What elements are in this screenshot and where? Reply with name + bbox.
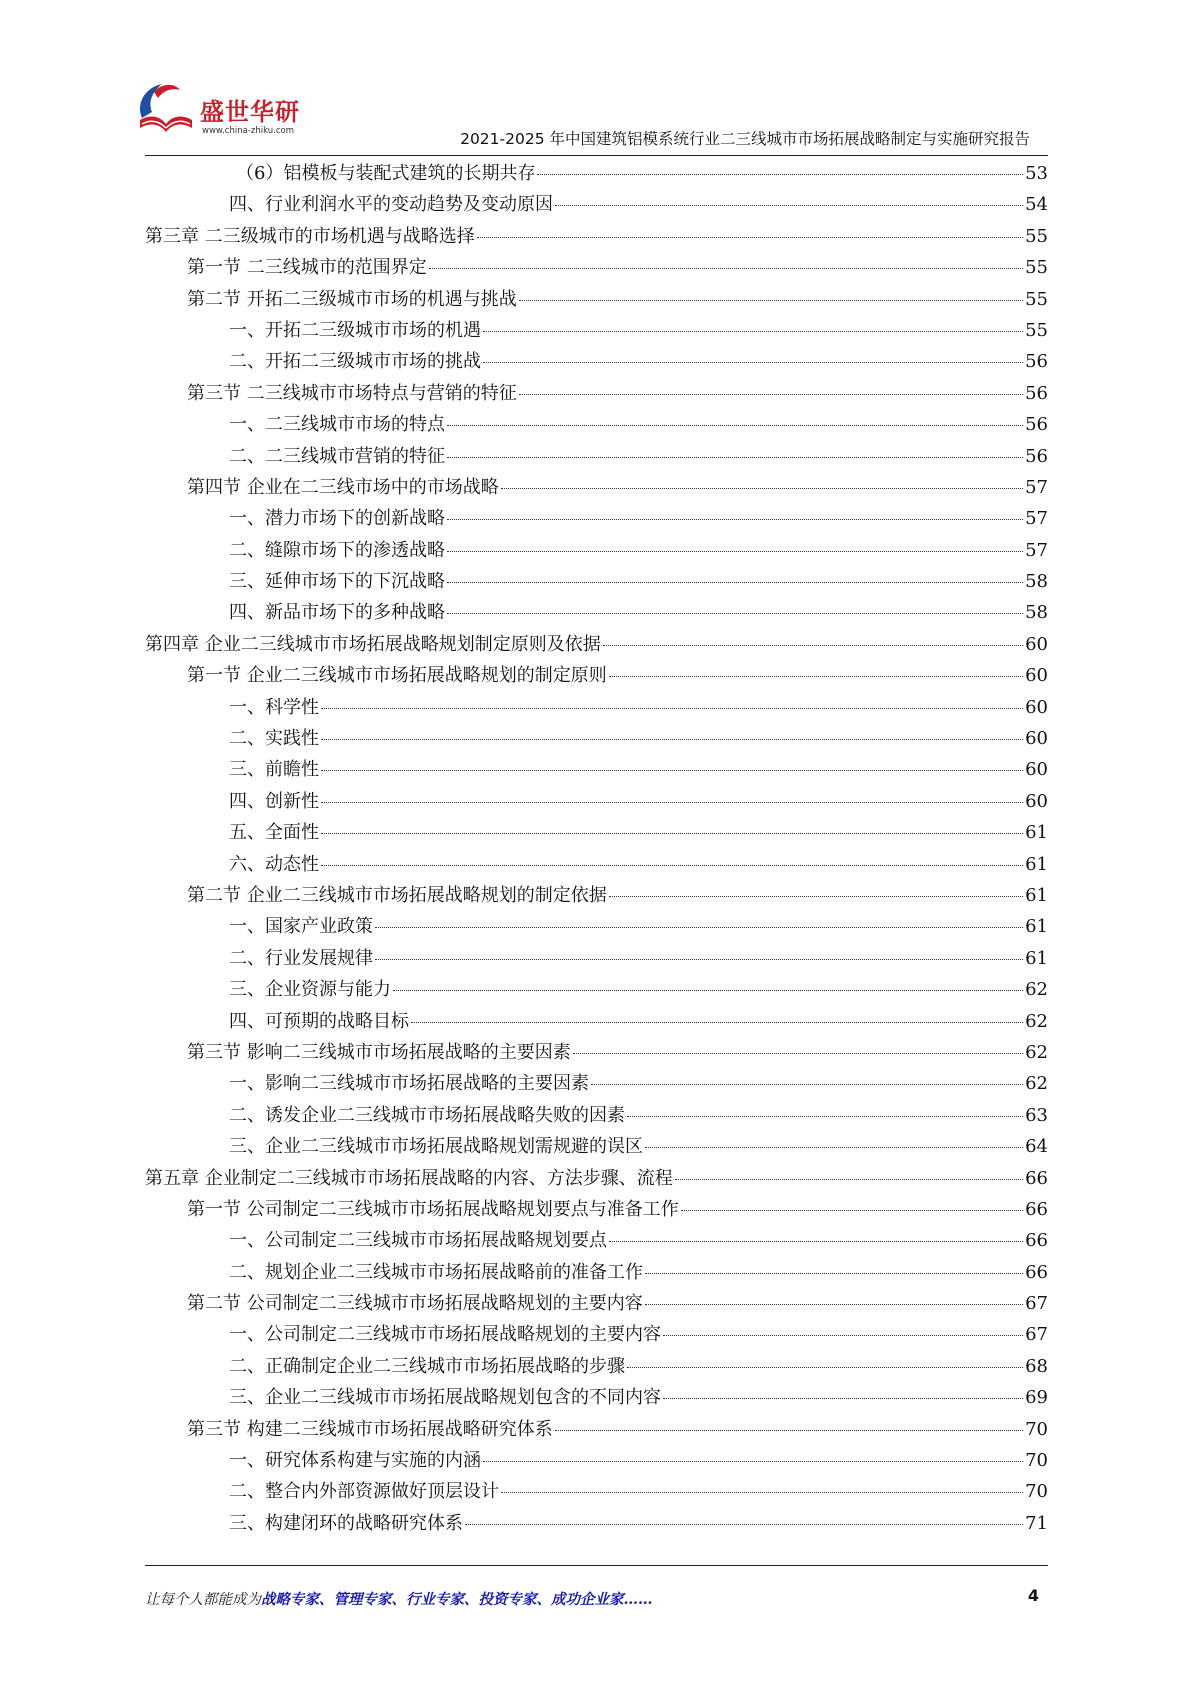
footer-slogan-prefix: 让每个人都能成为 <box>145 1592 261 1608</box>
brand-name: 盛世华研 <box>200 98 300 126</box>
toc-entry-page: 57 <box>1025 508 1048 530</box>
toc-dot-leader <box>603 644 1023 646</box>
toc-dot-leader <box>609 895 1023 897</box>
toc-dot-leader <box>645 1303 1023 1305</box>
footer-slogan <box>145 1588 653 1609</box>
toc-dot-leader <box>375 958 1023 960</box>
toc-entry[interactable] <box>145 503 1048 534</box>
brand-logo <box>140 82 320 152</box>
toc-dot-leader <box>465 1523 1023 1525</box>
toc-dot-leader <box>609 1240 1023 1242</box>
toc-entry-label: 二、诱发企业二三线城市市场拓展战略失败的因素 <box>229 1104 625 1126</box>
toc-entry-label: 二、二三线城市营销的特征 <box>229 445 445 467</box>
toc-entry[interactable] <box>145 1476 1048 1507</box>
book-swoosh-icon <box>132 78 196 140</box>
toc-dot-leader <box>375 926 1023 928</box>
toc-entry-label: 四、行业利润水平的变动趋势及变动原因 <box>229 194 553 216</box>
toc-entry-label: 一、国家产业政策 <box>229 916 373 938</box>
toc-entry-page: 62 <box>1025 1041 1048 1063</box>
report-title: 2021-2025 年中国建筑铝模系统行业二三线城市市场拓展战略制定与实施研究报告 <box>460 130 1030 148</box>
toc-dot-leader <box>627 1366 1023 1368</box>
toc-dot-leader <box>663 1397 1023 1399</box>
toc-entry-label: 第二节 开拓二三级城市市场的机遇与挑战 <box>187 288 517 310</box>
toc-entry-page: 58 <box>1025 571 1048 593</box>
toc-entry[interactable] <box>145 1194 1048 1225</box>
toc-dot-leader <box>483 330 1023 332</box>
toc-entry[interactable] <box>145 158 1048 189</box>
toc-entry-label: 第二节 企业二三线城市市场拓展战略规划的制定依据 <box>187 884 607 906</box>
toc-entry[interactable] <box>145 378 1048 409</box>
toc-entry-page: 60 <box>1025 633 1048 655</box>
toc-entry[interactable] <box>145 723 1048 754</box>
toc-entry-label: 三、企业二三线城市市场拓展战略规划需规避的误区 <box>229 1136 643 1158</box>
toc-entry-label: 一、开拓二三级城市市场的机遇 <box>229 319 481 341</box>
toc-entry-page: 56 <box>1025 445 1048 467</box>
toc-entry[interactable] <box>145 629 1048 660</box>
toc-entry-page: 67 <box>1025 1324 1048 1346</box>
toc-entry-page: 70 <box>1025 1450 1048 1472</box>
page-number: 4 <box>1027 1586 1039 1605</box>
toc-dot-leader <box>645 1272 1023 1274</box>
toc-entry-label: 二、行业发展规律 <box>229 947 373 969</box>
toc-dot-leader <box>447 456 1023 458</box>
toc-entry-page: 68 <box>1025 1355 1048 1377</box>
toc-entry-page: 58 <box>1025 602 1048 624</box>
toc-dot-leader <box>501 487 1023 489</box>
toc-entry-label: 第三节 构建二三线城市市场拓展战略研究体系 <box>187 1418 553 1440</box>
toc-entry[interactable] <box>145 1508 1048 1539</box>
toc-entry[interactable] <box>145 1382 1048 1413</box>
toc-entry-page: 62 <box>1025 979 1048 1001</box>
toc-entry-page: 60 <box>1025 759 1048 781</box>
toc-dot-leader <box>555 1429 1023 1431</box>
toc-entry[interactable] <box>145 911 1048 942</box>
toc-entry-page: 61 <box>1025 853 1048 875</box>
toc-entry[interactable] <box>145 472 1048 503</box>
toc-entry-label: 一、科学性 <box>229 696 319 718</box>
toc-dot-leader <box>321 832 1023 834</box>
toc-dot-leader <box>537 173 1023 175</box>
toc-entry[interactable] <box>145 1414 1048 1445</box>
footer-divider <box>145 1565 1048 1566</box>
toc-dot-leader <box>393 989 1023 991</box>
toc-dot-leader <box>429 267 1023 269</box>
toc-entry[interactable] <box>145 1068 1048 1099</box>
toc-entry-page: 60 <box>1025 790 1048 812</box>
toc-dot-leader <box>447 518 1023 520</box>
toc-entry-page: 55 <box>1025 288 1048 310</box>
toc-entry-label: 四、可预期的战略目标 <box>229 1010 409 1032</box>
toc-entry-label: 三、企业资源与能力 <box>229 979 391 1001</box>
toc-entry-label: 第三节 二三线城市市场特点与营销的特征 <box>187 382 517 404</box>
toc-entry[interactable] <box>145 315 1048 346</box>
toc-dot-leader <box>663 1334 1023 1336</box>
toc-entry[interactable] <box>145 346 1048 377</box>
toc-entry-label: 第三章 二三级城市的市场机遇与战略选择 <box>145 225 475 247</box>
toc-dot-leader <box>411 1021 1023 1023</box>
toc-entry[interactable] <box>145 1163 1048 1194</box>
toc-dot-leader <box>483 1460 1023 1462</box>
toc-entry-page: 63 <box>1025 1104 1048 1126</box>
toc-entry[interactable] <box>145 974 1048 1005</box>
toc-entry[interactable] <box>145 1131 1048 1162</box>
toc-entry-page: 54 <box>1025 194 1048 216</box>
toc-entry-page: 66 <box>1025 1167 1048 1189</box>
toc-entry-page: 62 <box>1025 1010 1048 1032</box>
toc-entry-label: 二、整合内外部资源做好顶层设计 <box>229 1481 499 1503</box>
toc-entry[interactable] <box>145 221 1048 252</box>
header-divider <box>145 155 1048 156</box>
toc-entry-label: 三、延伸市场下的下沉战略 <box>229 571 445 593</box>
toc-entry-label: 一、影响二三线城市市场拓展战略的主要因素 <box>229 1073 589 1095</box>
toc-dot-leader <box>321 738 1023 740</box>
toc-dot-leader <box>627 1115 1023 1117</box>
toc-entry[interactable] <box>145 1225 1048 1256</box>
toc-entry-label: 一、公司制定二三线城市市场拓展战略规划要点 <box>229 1230 607 1252</box>
toc-entry[interactable] <box>145 441 1048 472</box>
brand-url: www.china-zhiku.com <box>202 126 294 136</box>
toc-entry-label: 四、创新性 <box>229 790 319 812</box>
toc-entry-page: 55 <box>1025 257 1048 279</box>
toc-entry-page: 61 <box>1025 822 1048 844</box>
toc-entry-page: 61 <box>1025 884 1048 906</box>
toc-entry[interactable] <box>145 849 1048 880</box>
toc-entry-label: 一、潜力市场下的创新战略 <box>229 508 445 530</box>
toc-dot-leader <box>447 550 1023 552</box>
toc-dot-leader <box>675 1178 1023 1180</box>
toc-dot-leader <box>321 707 1023 709</box>
toc-dot-leader <box>501 1491 1023 1493</box>
toc-entry-page: 57 <box>1025 539 1048 561</box>
toc-entry-page: 56 <box>1025 382 1048 404</box>
toc-entry-page: 66 <box>1025 1230 1048 1252</box>
table-of-contents <box>145 158 1048 1539</box>
toc-entry-page: 70 <box>1025 1418 1048 1440</box>
toc-entry-page: 66 <box>1025 1261 1048 1283</box>
toc-dot-leader <box>573 1052 1023 1054</box>
toc-dot-leader <box>591 1083 1023 1085</box>
toc-entry-page: 56 <box>1025 414 1048 436</box>
toc-entry-page: 56 <box>1025 351 1048 373</box>
toc-entry-label: 二、正确制定企业二三线城市市场拓展战略的步骤 <box>229 1355 625 1377</box>
toc-entry-label: 六、动态性 <box>229 853 319 875</box>
toc-entry[interactable] <box>145 252 1048 283</box>
toc-dot-leader <box>555 204 1023 206</box>
toc-entry-page: 60 <box>1025 728 1048 750</box>
toc-entry[interactable] <box>145 284 1048 315</box>
toc-entry-label: 二、规划企业二三线城市市场拓展战略前的准备工作 <box>229 1261 643 1283</box>
toc-entry-page: 53 <box>1025 163 1048 184</box>
toc-dot-leader <box>321 769 1023 771</box>
toc-dot-leader <box>681 1209 1023 1211</box>
toc-entry-label: 第一节 公司制定二三线城市市场拓展战略规划要点与准备工作 <box>187 1198 679 1220</box>
toc-entry[interactable] <box>145 1257 1048 1288</box>
toc-entry-page: 64 <box>1025 1136 1048 1158</box>
toc-dot-leader <box>645 1146 1023 1148</box>
toc-entry[interactable] <box>145 1445 1048 1476</box>
toc-entry-label: 二、实践性 <box>229 728 319 750</box>
toc-entry[interactable] <box>145 754 1048 785</box>
toc-entry[interactable] <box>145 1319 1048 1350</box>
toc-entry-page: 62 <box>1025 1073 1048 1095</box>
toc-entry-label: 第四节 企业在二三线市场中的市场战略 <box>187 476 499 498</box>
toc-entry[interactable] <box>145 1006 1048 1037</box>
toc-dot-leader <box>321 801 1023 803</box>
toc-entry-label: （6）铝模板与装配式建筑的长期共存 <box>236 163 536 184</box>
toc-dot-leader <box>609 675 1023 677</box>
toc-entry-label: 第三节 影响二三线城市市场拓展战略的主要因素 <box>187 1041 571 1063</box>
toc-entry[interactable] <box>145 786 1048 817</box>
page-header <box>0 0 1191 160</box>
toc-entry-page: 61 <box>1025 947 1048 969</box>
toc-entry-page: 67 <box>1025 1293 1048 1315</box>
toc-entry-page: 70 <box>1025 1481 1048 1503</box>
toc-dot-leader <box>447 612 1023 614</box>
toc-entry-page: 55 <box>1025 225 1048 247</box>
toc-entry[interactable] <box>145 1100 1048 1131</box>
toc-entry[interactable] <box>145 692 1048 723</box>
toc-entry-label: 第一节 企业二三线城市市场拓展战略规划的制定原则 <box>187 665 607 687</box>
toc-entry[interactable] <box>145 597 1048 628</box>
toc-entry-page: 60 <box>1025 696 1048 718</box>
toc-entry[interactable] <box>145 535 1048 566</box>
toc-entry[interactable] <box>145 660 1048 691</box>
toc-entry-label: 第五章 企业制定二三线城市市场拓展战略的内容、方法步骤、流程 <box>145 1167 673 1189</box>
toc-dot-leader <box>519 393 1023 395</box>
toc-dot-leader <box>321 864 1023 866</box>
toc-entry-page: 66 <box>1025 1198 1048 1220</box>
toc-entry[interactable] <box>145 1351 1048 1382</box>
toc-entry[interactable] <box>145 817 1048 848</box>
toc-entry-label: 第二节 公司制定二三线城市市场拓展战略规划的主要内容 <box>187 1293 643 1315</box>
toc-entry-label: 第四章 企业二三线城市市场拓展战略规划制定原则及依据 <box>145 633 601 655</box>
toc-entry-page: 71 <box>1025 1512 1048 1534</box>
toc-entry-label: 第一节 二三线城市的范围界定 <box>187 257 427 279</box>
toc-dot-leader <box>519 299 1023 301</box>
toc-dot-leader <box>447 424 1023 426</box>
toc-entry-label: 一、公司制定二三线城市市场拓展战略规划的主要内容 <box>229 1324 661 1346</box>
toc-entry-page: 60 <box>1025 665 1048 687</box>
toc-dot-leader <box>477 236 1023 238</box>
toc-dot-leader <box>447 581 1023 583</box>
toc-dot-leader <box>483 361 1023 363</box>
toc-entry-label: 四、新品市场下的多种战略 <box>229 602 445 624</box>
toc-entry-label: 三、前瞻性 <box>229 759 319 781</box>
toc-entry-label: 五、全面性 <box>229 822 319 844</box>
toc-entry[interactable] <box>145 409 1048 440</box>
toc-entry-page: 69 <box>1025 1387 1048 1409</box>
toc-entry[interactable] <box>145 943 1048 974</box>
toc-entry[interactable] <box>145 1288 1048 1319</box>
toc-entry[interactable] <box>145 566 1048 597</box>
toc-entry-page: 57 <box>1025 476 1048 498</box>
toc-entry-label: 一、研究体系构建与实施的内涵 <box>229 1450 481 1472</box>
toc-entry[interactable] <box>145 1037 1048 1068</box>
toc-entry-label: 二、缝隙市场下的渗透战略 <box>229 539 445 561</box>
toc-entry-page: 55 <box>1025 319 1048 341</box>
toc-entry-page: 61 <box>1025 916 1048 938</box>
toc-entry[interactable] <box>145 880 1048 911</box>
toc-entry[interactable] <box>145 189 1048 220</box>
toc-entry-label: 三、企业二三线城市市场拓展战略规划包含的不同内容 <box>229 1387 661 1409</box>
toc-entry-label: 一、二三线城市市场的特点 <box>229 414 445 436</box>
toc-entry-label: 二、开拓二三级城市市场的挑战 <box>229 351 481 373</box>
toc-entry-label: 三、构建闭环的战略研究体系 <box>229 1512 463 1534</box>
footer-slogan-emphasis: 战略专家、管理专家、行业专家、投资专家、成功企业家…… <box>261 1591 653 1608</box>
